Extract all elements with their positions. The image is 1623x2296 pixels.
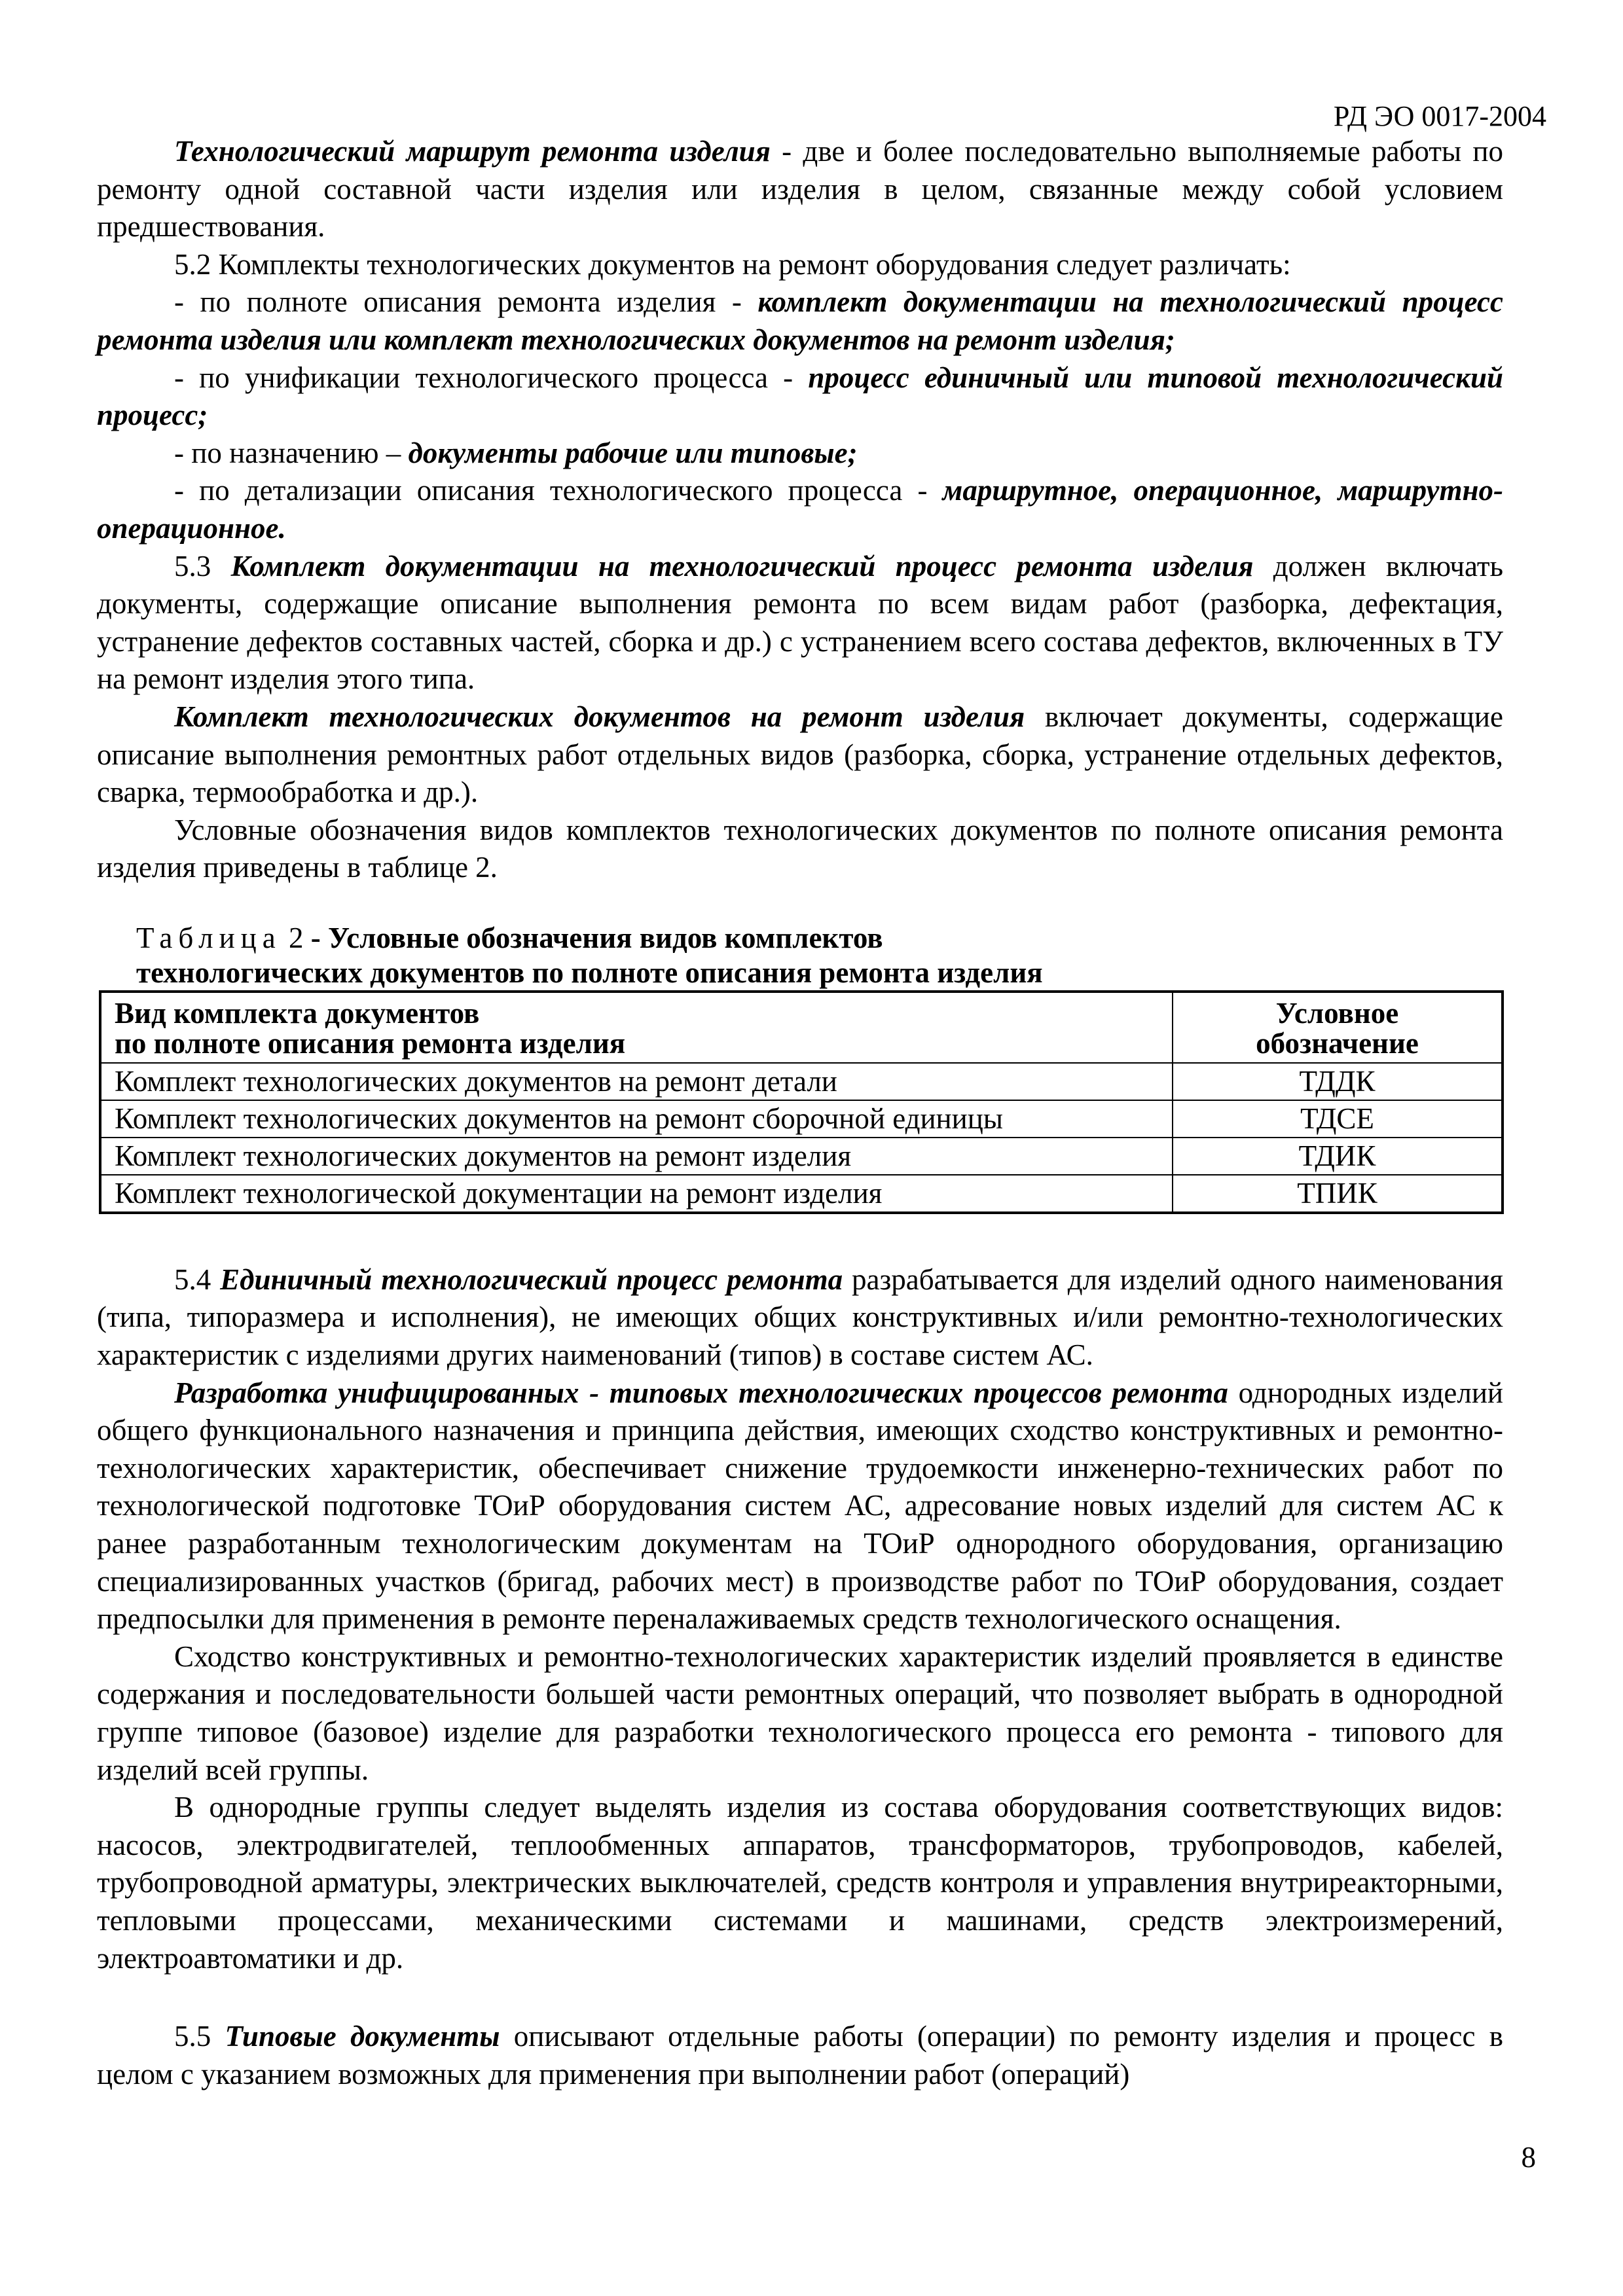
paragraph-5-3	[97, 548, 1503, 698]
designations-table	[99, 990, 1504, 1214]
header-line: по полноте описания ремонта изделия	[115, 1026, 626, 1060]
paragraph-5-4-third: Сходство конструктивных и ремонтно-технологических характеристик изделий проявляется в единстве содержания и последовательности большей части ремонтных операций, что позволяет выбрать в однородной группе типовое (базовое) изделие для разработки технологического процесса его ремонта - типового для изделий всей группы.	[97, 1640, 1503, 1786]
cell-code: ТДСЕ	[1173, 1100, 1503, 1138]
header-line: обозначение	[1256, 1026, 1419, 1060]
caption-title-line1: - Условные обозначения видов комплектов	[303, 921, 883, 954]
section-number: 5.4	[174, 1263, 221, 1296]
term-typical-processes: Разработка унифицированных - типовых технологических процессов ремонта	[174, 1376, 1228, 1409]
list-item-value: маршрутное, операционное, маршрутно-операционное.	[97, 474, 1503, 545]
term-technological-documents-set: Комплект технологических документов на ремонт изделия	[174, 700, 1025, 733]
list-item-value: документы рабочие или типовые;	[408, 436, 858, 469]
spacer	[97, 1977, 1503, 2018]
column-header-kind	[100, 992, 1173, 1063]
table-header-row	[100, 992, 1503, 1063]
list-item-unification	[97, 359, 1503, 435]
header-line: Вид комплекта документов	[115, 996, 480, 1030]
paragraph-5-5	[97, 2018, 1503, 2093]
paragraph-text: включает документы, содержащие описание выполнения ремонтных работ отдельных видов (разборка, сборка, устранение отдельных дефектов, сварка, термообработка и др.).	[97, 700, 1503, 809]
cell-code: ТДДК	[1173, 1063, 1503, 1100]
paragraph-text: описывают отдельные работы (операции) по ремонту изделия и процесс в целом с указанием возможных для применения при выполнении работ (операций)	[97, 2020, 1503, 2090]
spacer	[97, 1214, 1503, 1261]
route-definition-text: - две и более последовательно выполняемые работы по ремонту одной составной части изделия или изделия в целом, связанные между собой условием предшествования.	[97, 135, 1503, 243]
list-item-label: - по назначению –	[174, 436, 409, 469]
list-item-purpose	[97, 435, 1503, 473]
cell-kind: Комплект технологических документов на ремонт детали	[100, 1063, 1173, 1100]
document-code: РД ЭО 0017-2004	[1333, 100, 1546, 132]
table-row	[100, 1100, 1503, 1138]
spacer	[97, 887, 1503, 921]
term-documentation-set: Комплект документации на технологический процесс ремонта изделия	[230, 549, 1254, 583]
paragraph-5-4-second	[97, 1374, 1503, 1638]
table-row	[100, 1138, 1503, 1175]
paragraph-text: должен включать документы, содержащие описание выполнения ремонта по всем видам работ (разборка, дефектация, устранение дефектов составных частей, сборка и др.) с устранением всего состава дефектов, включенных в ТУ на ремонт изделия этого типа.	[97, 549, 1504, 696]
page-number: 8	[1521, 2141, 1536, 2174]
caption-title-line2: технологических документов по полноте описания ремонта изделия	[136, 956, 1043, 989]
table-row	[100, 1063, 1503, 1100]
cell-code: ТДИК	[1173, 1138, 1503, 1175]
list-item-label: - по унификации технологического процесса -	[174, 361, 809, 394]
list-item-detailing	[97, 472, 1503, 547]
table-row	[100, 1175, 1503, 1213]
cell-code: ТПИК	[1173, 1175, 1503, 1213]
term-single-process: Единичный технологический процесс ремонта	[220, 1263, 843, 1296]
caption-word: Таблица	[136, 921, 282, 954]
list-item-value: процесс единичный или типовой технологический процесс;	[97, 361, 1503, 432]
caption-number: 2	[281, 921, 304, 954]
list-item-value: комплект документации на технологический процесс ремонта изделия или комплект технологических документов на ремонт изделия;	[97, 285, 1503, 356]
paragraph-text: однородных изделий общего функционального назначения и принципа действия, имеющих сходство конструктивных и ремонтно-технологических характеристик, обеспечивает снижение трудоемкости инженерно-технических работ по технологической подготовке ТОиР оборудования систем АС, адресование новых изделий для систем АС к ранее разработанным технологическим документам на ТОиР однородного оборудования, организацию специализированных участков (бригад, рабочих мест) в производстве работ по ТОиР оборудования, создает предпосылки для применения в ремонте переналаживаемых средств технологического оснащения.	[97, 1376, 1503, 1636]
paragraph-5-3-third: Условные обозначения видов комплектов технологических документов по полноте описания ремонта изделия приведены в таблице 2.	[97, 813, 1503, 884]
term-route: Технологический маршрут ремонта изделия	[174, 135, 771, 168]
header-line: Условное	[1275, 996, 1399, 1030]
paragraph-5-3-second	[97, 698, 1503, 812]
cell-kind: Комплект технологических документов на ремонт изделия	[100, 1138, 1173, 1175]
term-typical-documents: Типовые документы	[225, 2020, 500, 2053]
column-header-code	[1173, 992, 1503, 1063]
table-caption	[136, 921, 1503, 990]
cell-kind: Комплект технологической документации на ремонт изделия	[100, 1175, 1173, 1213]
section-number: 5.3	[174, 549, 231, 583]
list-item-label: - по полноте описания ремонта изделия -	[174, 285, 758, 319]
page-content	[97, 133, 1503, 2093]
paragraph-5-4	[97, 1261, 1503, 1374]
paragraph-text: разрабатывается для изделий одного наименования (типа, типоразмера и исполнения), не имеющих общих конструктивных и/или ремонтно-технологических характеристик с изделиями других наименований (типов) в составе систем АС.	[97, 1263, 1504, 1372]
paragraph-route-definition	[97, 133, 1503, 246]
paragraph-5-2-lead: 5.2 Комплекты технологических документов на ремонт оборудования следует различать:	[174, 247, 1291, 281]
paragraph-5-4-fourth: В однородные группы следует выделять изделия из состава оборудования соответствующих видов: насосов, электродвигателей, теплообменных аппаратов, трансформаторов, трубопроводов, кабелей, трубопроводной арматуры, электрических выключателей, средств контроля и управления внутриреакторными, тепловыми процессами, механическими системами и машинами, средств электроизмерений, электроавтоматики и др.	[97, 1791, 1503, 1975]
list-item-label: - по детализации описания технологического процесса -	[174, 474, 943, 507]
list-item-completeness	[97, 283, 1503, 359]
cell-kind: Комплект технологических документов на ремонт сборочной единицы	[100, 1100, 1173, 1138]
section-number: 5.5	[174, 2020, 225, 2053]
